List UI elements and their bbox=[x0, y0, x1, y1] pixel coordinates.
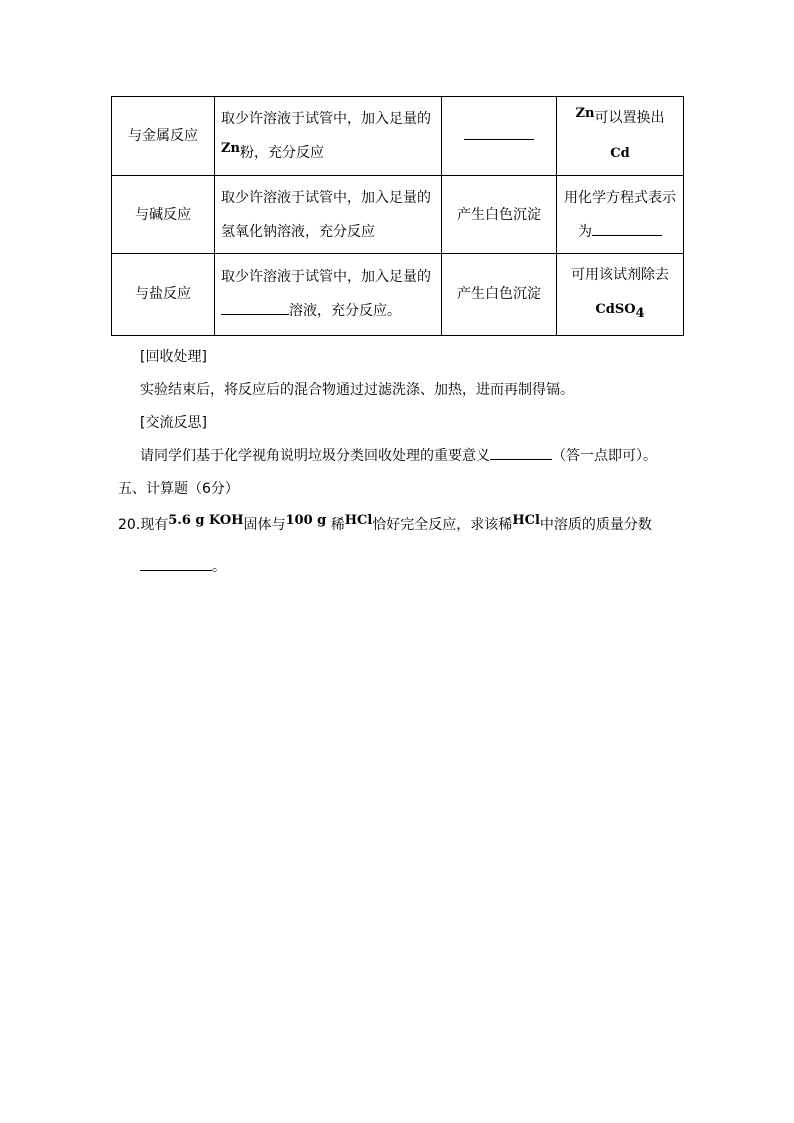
reflect-text: 请同学们基于化学视角说明垃圾分类回收处理的重要意义 （答一点即可）。 bbox=[140, 445, 657, 465]
recycle-text: 实验结束后，将反应后的混合物通过过滤洗涤、加热，进而再制得镉。 bbox=[140, 382, 574, 398]
hcl-formula: HCl bbox=[344, 513, 373, 528]
conclusion-cell: Zn可以置换出 Cd bbox=[557, 97, 684, 176]
operation-cell: 取少许溶液于试管中，加入足量的 溶液，充分反应。 bbox=[215, 254, 442, 336]
table-row bbox=[112, 254, 684, 336]
conclusion-cell: 用化学方程式表示 为 bbox=[557, 176, 684, 254]
phenomenon-cell: 产生白色沉淀 bbox=[442, 254, 557, 336]
experiment-table bbox=[111, 96, 684, 336]
zn-formula: Zn bbox=[221, 140, 240, 156]
section-title: 五、计算题（6分） bbox=[118, 481, 239, 497]
table-row bbox=[112, 176, 684, 254]
phenomenon-cell: 产生白色沉淀 bbox=[442, 176, 557, 254]
significance-answer-blank[interactable] bbox=[490, 445, 552, 460]
hcl-formula: HCl bbox=[512, 513, 540, 528]
question-20-answer: 。 bbox=[140, 556, 226, 576]
question-20: 20.现有5.6 g KOH固体与100 g 稀HCl恰好完全反应，求该稀HCl中溶质的质量分数 bbox=[118, 513, 652, 533]
phenomenon-answer-blank[interactable] bbox=[442, 97, 557, 176]
koh-mass: 5.6 g bbox=[168, 513, 205, 528]
property-cell: 与金属反应 bbox=[112, 97, 215, 176]
table-row bbox=[112, 97, 684, 176]
hcl-mass: 100 g bbox=[285, 513, 327, 528]
mass-fraction-answer-blank[interactable] bbox=[140, 556, 212, 571]
property-cell: 与盐反应 bbox=[112, 254, 215, 336]
conclusion-cell: 可用该试剂除去 CdSO$_4$ bbox=[557, 254, 684, 336]
reflect-heading: [交流反思] bbox=[140, 415, 207, 431]
operation-cell: 取少许溶液于试管中，加入足量的 氢氧化钠溶液，充分反应 bbox=[215, 176, 442, 254]
recycle-heading: [回收处理] bbox=[140, 349, 207, 365]
reagent-answer-blank[interactable] bbox=[221, 300, 289, 315]
equation-answer-blank[interactable] bbox=[592, 221, 662, 236]
operation-cell: 取少许溶液于试管中，加入足量的 Zn粉，充分反应 bbox=[215, 97, 442, 176]
property-cell: 与碱反应 bbox=[112, 176, 215, 254]
koh-formula: KOH bbox=[208, 513, 244, 528]
